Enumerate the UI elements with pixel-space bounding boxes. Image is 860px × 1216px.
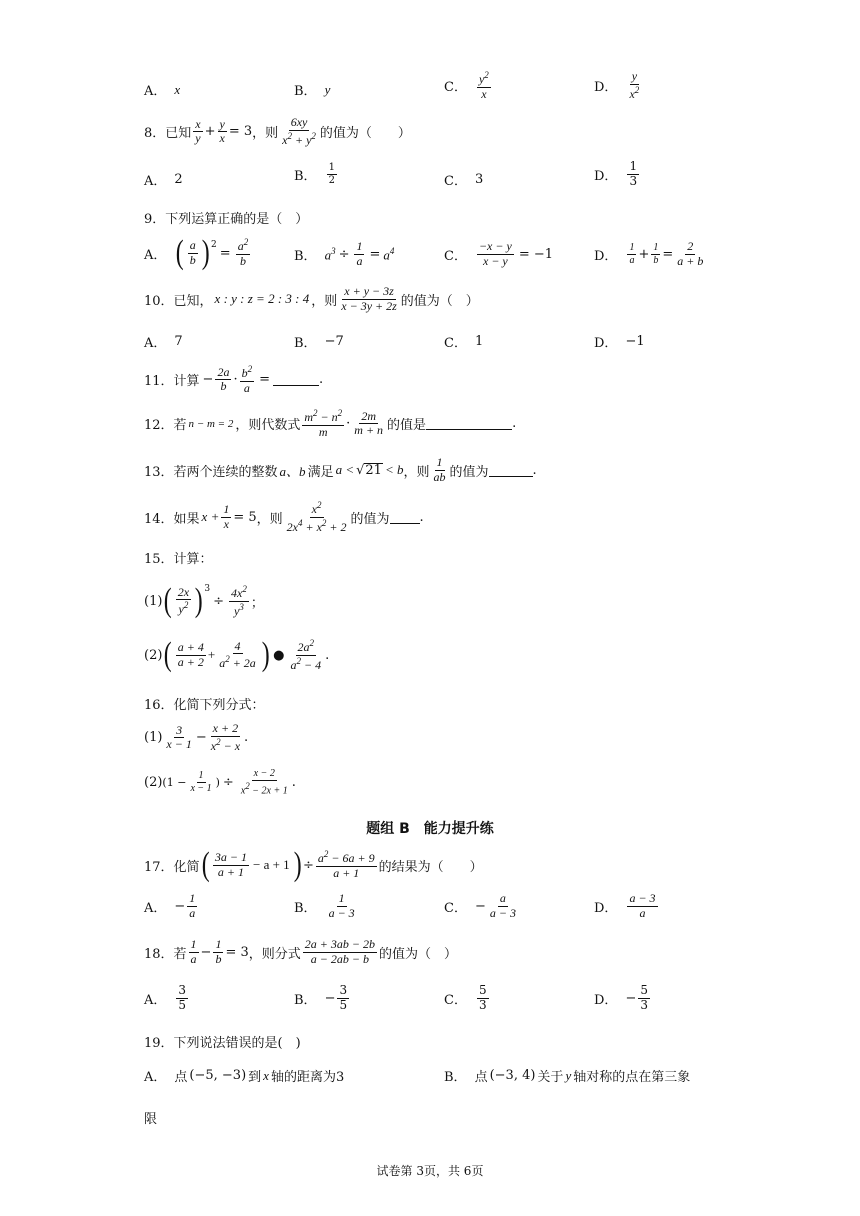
question-14: 14．如果 x + $\frac{1}{x}$ = 5 ，则 $\frac{x^2}{2x^4 + x^2 + 2}$ 的值为 . — [144, 500, 424, 534]
question-9: 9．下列运算正确的是（ ） — [144, 212, 309, 227]
q8-options — [0, 160, 860, 200]
q19-continuation: 限 — [144, 1112, 158, 1127]
q10-option-c: C． 1 — [444, 334, 484, 351]
q10-option-a: A． 7 — [144, 334, 183, 351]
q17-option-d: D． $\frac{a - 3}{a}$ — [594, 891, 656, 920]
q15-part-1: (1) ( $\frac{2x}{y^2}$ ) $^3$ ÷ $\frac{4x^2}{y^3}$ ； — [144, 582, 264, 620]
question-13: 13．若两个连续的整数 a、b 满足 a < √ 21 < b ，则 $\frac{1}{ab}$ 的值为 . — [144, 455, 537, 484]
question-12: 12．若 n − m = 2 ，则代数式 $\frac{m^2 - n^2}{m}$ · $\frac{2m}{m + n}$ 的值是 . — [144, 408, 517, 439]
q9-option-d: D． $\frac{1}{a}$ + $\frac{1}{b}$ = $\frac{2}{a + b}$ — [594, 239, 704, 268]
q12-answer-blank[interactable] — [426, 417, 512, 430]
question-8: 8．已知 $\frac{x}{y}$ + $\frac{y}{x}$ = 3 ，则 $\frac{6xy}{x^2 + y^2}$ 的值为（ ） — [144, 115, 411, 147]
q9-option-b: B． $a^3$ ÷ $\frac{1}{a}$ = $a^4$ — [294, 239, 395, 268]
q19-option-b: B． 点 (−3, 4) 关于 y 轴对称的点在第三象 — [444, 1067, 691, 1085]
q8-option-b: B． $\frac{1}{2}$ — [294, 162, 335, 186]
q8-option-c: C． 3 — [444, 172, 484, 189]
q7-options — [0, 70, 860, 110]
question-19: 19．下列说法错误的是( ) — [144, 1036, 301, 1051]
section-b-title: 题组 B 能力提升练 — [366, 821, 494, 837]
q17-option-a: A． − $\frac{1}{a}$ — [144, 891, 196, 920]
q8-option-a: A． 2 — [144, 172, 183, 189]
question-10: 10．已知， x : y : z = 2 : 3 : 4 ，则 $\frac{x + y - 3z}{x - 3y + 2z}$ 的值为（ ） — [144, 284, 479, 313]
q9-option-c: C． $\frac{-x - y}{x - y}$ = −1 — [444, 239, 554, 268]
q8-option-d: D． $\frac{1}{3}$ — [594, 159, 638, 188]
q18-option-b: B． − $\frac{3}{5}$ — [294, 983, 348, 1012]
q14-answer-blank[interactable] — [390, 511, 420, 524]
q18-option-d: D． − $\frac{5}{3}$ — [594, 983, 648, 1012]
q17-options — [0, 892, 860, 932]
q16-part-2: (2) (1 − $\frac{1}{x - 1}$ ) ÷ $\frac{x - 2}{x^2 - 2x + 1}$ . — [144, 768, 296, 796]
page-footer: 试卷第 3页，共 6页 — [376, 1164, 484, 1178]
q10-options — [0, 332, 860, 372]
q9-options — [0, 236, 860, 276]
question-15: 15．计算： — [144, 552, 213, 567]
q18-option-a: A． $\frac{3}{5}$ — [144, 983, 187, 1012]
q17-option-b: B． $\frac{1}{a - 3}$ — [294, 891, 355, 920]
q19-options — [0, 1066, 860, 1106]
q16-part-1: (1) $\frac{3}{x - 1}$ − $\frac{x + 2}{x^2 - x}$ . — [144, 721, 249, 753]
question-16: 16．化简下列分式： — [144, 698, 265, 713]
q11-answer-blank[interactable] — [273, 373, 319, 386]
q10-option-b: B． −7 — [294, 334, 344, 351]
question-11: 11．计算 − $\frac{2a}{b}$ · $\frac{b^2}{a}$ = . — [144, 364, 324, 395]
q18-options — [0, 984, 860, 1024]
question-18: 18．若 $\frac{1}{a}$ − $\frac{1}{b}$ = 3 ，则分式 $\frac{2a + 3ab - 2b}{a - 2ab - b}$ 的值为（ ） — [144, 937, 457, 966]
q7-option-d: D． $\frac{y}{x^2}$ — [594, 69, 640, 101]
q7-option-b: B． y — [294, 81, 331, 99]
q19-option-a: A． 点 (−5, −3) 到 x 轴的距离为3 — [144, 1067, 345, 1085]
q10-option-d: D． −1 — [594, 334, 645, 351]
q7-option-a: A． x — [144, 81, 181, 99]
q13-answer-blank[interactable] — [489, 464, 533, 477]
q15-part-2: (2) ( $\frac{a + 4}{a + 2}$ + $\frac{4}{a^2 + 2a}$ ) ● $\frac{2a^2}{a^2 - 4}$ . — [144, 636, 330, 674]
q18-option-c: C． $\frac{5}{3}$ — [444, 983, 487, 1012]
q9-option-a: A． ( $\frac{a}{b}$ ) $^2$ = $\frac{a^2}{b}$ — [144, 234, 249, 271]
q17-option-c: C． − $\frac{a}{a - 3}$ — [444, 891, 516, 920]
question-17: 17．化简 ( $\frac{3a - 1}{a + 1}$ − a + 1 ) ÷ $\frac{a^2 - 6a + 9}{a + 1}$ 的结果为（ ） — [144, 846, 483, 883]
q7-option-c: C． $\frac{y^2}{x}$ — [444, 70, 489, 101]
